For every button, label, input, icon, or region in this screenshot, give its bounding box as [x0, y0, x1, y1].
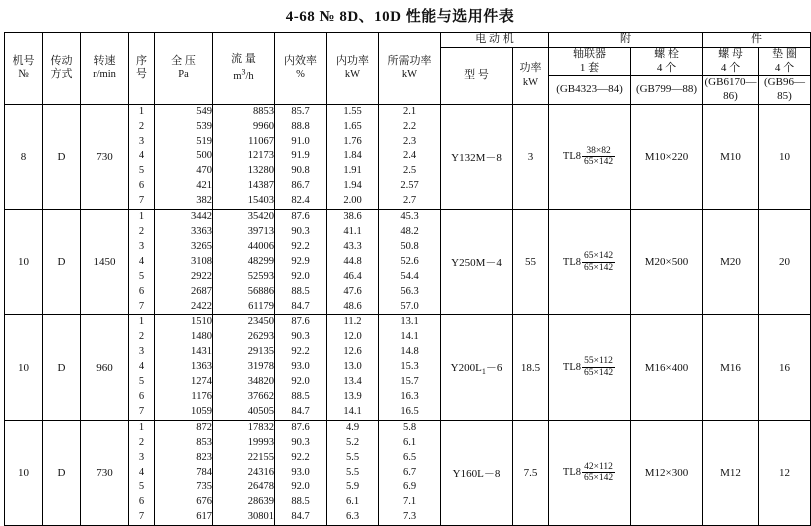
cell-flow: [213, 104, 275, 209]
header-nut-line1: 螺 母: [718, 47, 743, 60]
cell-coupling-size: $\frac{42\times 112}{65\times 142}$: [583, 461, 614, 484]
cell-drive: D: [43, 420, 81, 525]
cell-flow-values: 23450 26293 29135 31978 34820 37662 40505: [247, 316, 274, 417]
header-inner-power-label: 内功率: [336, 54, 369, 67]
cell-seq-values: 1 2 3 4 5 6 7: [138, 211, 145, 312]
cell-bolt: M20×500: [631, 210, 703, 315]
cell-nut: M12: [703, 420, 759, 525]
cell-seq: [129, 104, 155, 209]
cell-seq: [129, 210, 155, 315]
cell-machine-no: 10: [5, 210, 43, 315]
header-accessory-group-a: 附: [549, 33, 703, 48]
header-required-power-unit: kW: [401, 69, 418, 81]
cell-motor-model: Y250M－4: [441, 210, 513, 315]
cell-efficiency: [275, 104, 327, 209]
cell-motor-model-subscript: 1: [481, 367, 486, 377]
cell-motor-model-base: Y200L: [450, 362, 482, 375]
cell-motor-model-tail: －6: [485, 362, 503, 375]
header-bolt-line1: 螺 栓: [654, 47, 679, 60]
cell-drive: D: [43, 210, 81, 315]
header-coupling-line2: 1 套: [579, 61, 600, 74]
cell-total-pressure: [155, 315, 213, 420]
header-required-power: [379, 33, 441, 105]
header-total-pressure: [155, 33, 213, 105]
cell-required-power-values: 5.8 6.1 6.5 6.7 6.9 7.1 7.3: [402, 421, 417, 523]
header-washer-line1: 垫 圈: [772, 47, 797, 60]
header-washer: [759, 47, 811, 76]
cell-coupling-size: $\frac{38\times 82}{65\times 142}$: [583, 145, 614, 168]
cell-flow-values: 17832 19993 22155 24316 26478 28639 30801: [247, 421, 274, 523]
header-machine-no: [5, 33, 43, 105]
cell-machine-no: 10: [5, 420, 43, 525]
cell-coupling: [549, 420, 631, 525]
header-drive-line2: 方式: [50, 68, 73, 81]
cell-total-pressure-values: 1510 1480 1431 1363 1274 1176 1059: [191, 316, 212, 417]
cell-total-pressure-values: 3442 3363 3265 3108 2922 2687 2422: [191, 211, 212, 312]
cell-inner-power: [327, 420, 379, 525]
header-total-pressure-label: 全 压: [171, 54, 196, 67]
cell-speed: 960: [81, 315, 129, 420]
cell-efficiency: [275, 420, 327, 525]
header-motor-power-label: 功率: [519, 62, 542, 74]
cell-coupling-prefix: TL8: [562, 256, 581, 268]
header-total-pressure-unit: Pa: [178, 69, 189, 81]
header-nut-line2: 4 个: [720, 61, 741, 74]
header-motor-power: [513, 47, 549, 104]
cell-drive: D: [43, 104, 81, 209]
header-nut: [703, 47, 759, 76]
header-nut-standard: (GB6170—86): [703, 76, 759, 105]
header-speed-unit: r/min: [93, 69, 116, 81]
cell-inner-power: [327, 315, 379, 420]
cell-bolt: M16×400: [631, 315, 703, 420]
cell-total-pressure: [155, 210, 213, 315]
cell-motor-power: 18.5: [513, 315, 549, 420]
cell-required-power-values: 2.1 2.2 2.3 2.4 2.5 2.57 2.7: [400, 105, 419, 207]
cell-inner-power: [327, 104, 379, 209]
header-bolt-line2: 4 个: [656, 61, 677, 74]
cell-efficiency-values: 87.6 90.3 92.2 93.0 92.0 88.5 84.7: [291, 421, 310, 523]
cell-nut: M10: [703, 104, 759, 209]
header-efficiency-unit: %: [296, 69, 305, 81]
cell-inner-power-values: 1.55 1.65 1.76 1.84 1.91 1.94 2.00: [343, 105, 362, 207]
cell-efficiency: [275, 210, 327, 315]
header-flow-label: 流 量: [231, 53, 256, 66]
cell-washer: 10: [759, 104, 811, 209]
header-seq: [129, 33, 155, 105]
cell-bolt: M12×300: [631, 420, 703, 525]
cell-coupling-prefix: TL8: [562, 151, 581, 163]
cell-washer: 12: [759, 420, 811, 525]
header-flow-unit: $m^3/h$: [233, 67, 254, 82]
cell-nut: M20: [703, 210, 759, 315]
cell-drive: D: [43, 315, 81, 420]
cell-efficiency-values: 87.6 90.3 92.2 93.0 92.0 88.5 84.7: [291, 316, 310, 417]
cell-required-power-values: 45.3 48.2 50.8 52.6 54.4 56.3 57.0: [400, 211, 419, 312]
header-motor-power-unit: kW: [522, 76, 539, 88]
cell-motor-model: Y132M－8: [441, 104, 513, 209]
cell-efficiency-values: 85.7 88.8 91.0 91.9 90.8 86.7 82.4: [291, 105, 310, 207]
cell-required-power: [379, 315, 441, 420]
cell-motor-power: 3: [513, 104, 549, 209]
cell-flow: [213, 420, 275, 525]
cell-bolt: M10×220: [631, 104, 703, 209]
header-machine-no-line2: №: [18, 68, 29, 81]
header-drive-line1: 传动: [50, 54, 73, 67]
header-speed: [81, 33, 129, 105]
header-efficiency: [275, 33, 327, 105]
cell-coupling: [549, 104, 631, 209]
cell-nut: M16: [703, 315, 759, 420]
cell-total-pressure-values: 872 853 823 784 735 676 617: [196, 421, 212, 523]
header-bolt: [631, 47, 703, 76]
cell-flow: [213, 315, 275, 420]
cell-inner-power-values: 11.2 12.0 12.6 13.0 13.4 13.9 14.1: [343, 316, 362, 417]
header-drive: [43, 33, 81, 105]
cell-required-power: [379, 210, 441, 315]
cell-coupling-size: $\frac{55\times 112}{65\times 142}$: [583, 356, 614, 379]
cell-motor-model: Y160L－8: [441, 420, 513, 525]
header-seq-line1: 序: [136, 54, 147, 67]
cell-motor-power: 55: [513, 210, 549, 315]
cell-inner-power: [327, 210, 379, 315]
table-header-row-1: [5, 33, 811, 48]
cell-total-pressure-values: 549 539 519 500 470 421 382: [196, 105, 212, 207]
header-inner-power: [327, 33, 379, 105]
cell-seq-values: 1 2 3 4 5 6 7: [138, 105, 145, 207]
cell-coupling-size: $\frac{65\times 142}{65\times 142}$: [583, 251, 614, 273]
cell-speed: 730: [81, 104, 129, 209]
cell-coupling-prefix: TL8: [562, 362, 581, 374]
cell-total-pressure: [155, 420, 213, 525]
header-bolt-standard: (GB799—88): [631, 76, 703, 105]
header-coupling-standard: (GB4323—84): [549, 76, 631, 105]
cell-required-power: [379, 104, 441, 209]
cell-machine-no: 8: [5, 104, 43, 209]
cell-efficiency: [275, 315, 327, 420]
header-motor-group: 电 动 机: [441, 33, 549, 48]
cell-motor-model: [441, 315, 513, 420]
cell-inner-power-values: 38.6 41.1 43.3 44.8 46.4 47.6 48.6: [343, 211, 362, 312]
cell-motor-power: 7.5: [513, 420, 549, 525]
cell-washer: 16: [759, 315, 811, 420]
header-required-power-label: 所需功率: [387, 54, 432, 67]
header-coupling: [549, 47, 631, 76]
performance-table: [4, 32, 811, 526]
cell-flow: [213, 210, 275, 315]
header-coupling-line1: 轴联器: [573, 47, 606, 60]
cell-speed: 1450: [81, 210, 129, 315]
header-accessory-group-b: 件: [703, 33, 811, 48]
cell-flow-values: 8853 9960 11067 12173 13280 14387 15403: [247, 105, 274, 207]
cell-coupling: [549, 315, 631, 420]
cell-flow-values: 35420 39713 44006 48299 52593 56886 61179: [247, 211, 274, 312]
table-row: [5, 315, 811, 420]
table-row: [5, 210, 811, 315]
cell-seq: [129, 315, 155, 420]
cell-inner-power-values: 4.9 5.2 5.5 5.5 5.9 6.1 6.3: [345, 421, 360, 523]
header-machine-no-line1: 机号: [12, 54, 35, 67]
header-washer-standard: (GB96—85): [759, 76, 811, 105]
cell-seq-values: 1 2 3 4 5 6 7: [138, 316, 145, 417]
cell-seq-values: 1 2 3 4 5 6 7: [138, 421, 145, 523]
header-washer-line2: 4 个: [774, 61, 795, 74]
header-speed-line1: 转速: [93, 54, 116, 67]
cell-seq: [129, 420, 155, 525]
header-motor-model: 型 号: [441, 47, 513, 104]
cell-machine-no: 10: [5, 315, 43, 420]
cell-required-power: [379, 420, 441, 525]
cell-coupling-prefix: TL8: [562, 467, 581, 479]
cell-total-pressure: [155, 104, 213, 209]
table-row: [5, 420, 811, 525]
cell-speed: 730: [81, 420, 129, 525]
cell-efficiency-values: 87.6 90.3 92.2 92.9 92.0 88.5 84.7: [291, 211, 310, 312]
cell-washer: 20: [759, 210, 811, 315]
cell-required-power-values: 13.1 14.1 14.8 15.3 15.7 16.3 16.5: [400, 316, 419, 417]
page-title: 4-68 № 8D、10D 性能与选用件表: [285, 9, 515, 25]
header-flow: [213, 33, 275, 105]
cell-coupling: [549, 210, 631, 315]
header-efficiency-label: 内效率: [284, 54, 317, 67]
header-seq-line2: 号: [136, 68, 147, 81]
table-row: [5, 104, 811, 209]
header-inner-power-unit: kW: [344, 69, 361, 81]
